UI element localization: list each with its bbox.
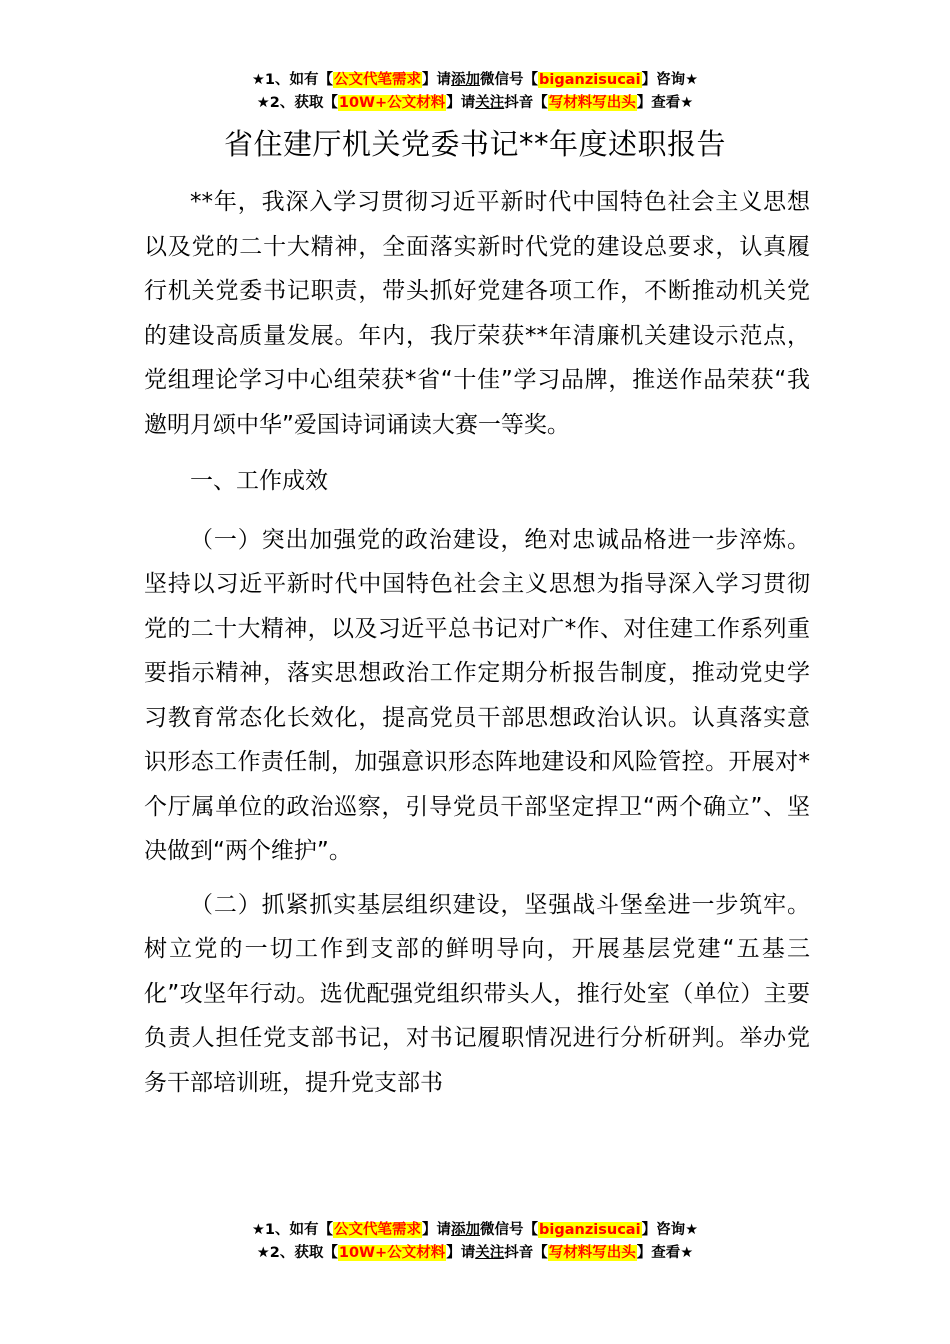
bottom-banner bbox=[0, 1219, 950, 1265]
banner-text: ★1、如有【 bbox=[251, 1222, 334, 1238]
banner-underlined-text: 关注 bbox=[475, 95, 505, 111]
banner-text: 】请 bbox=[422, 72, 452, 88]
paragraph-organization-building: （二）抓紧抓实基层组织建设，坚强战斗堡垒进一步筑牢。树立党的一切工作到支部的鲜明导向，开展基层党建“五基三化”攻坚年行动。选优配强党组织带头人，推行处室（单位）主要负责人担任党支部书记，对书记履职情况进行分析研判。举办党务干部培训班，提升党支部书 bbox=[144, 891, 810, 1096]
banner-underlined-text: 添加 bbox=[451, 72, 481, 88]
banner-line-1 bbox=[0, 69, 950, 92]
banner-highlight: 公文代笔需求 bbox=[334, 1222, 422, 1238]
banner-text: 】请 bbox=[422, 1222, 452, 1238]
banner-highlight: 10W+公文材料 bbox=[338, 95, 446, 111]
paragraph-intro: **年，我深入学习贯彻习近平新时代中国特色社会主义思想以及党的二十大精神，全面落实新时代党的建设总要求，认真履行机关党委书记职责，带头抓好党建各项工作，不断推动机关党的建设高质量发展。年内，我厅荣获**年清廉机关建设示范点，党组理论学习中心组荣获*省“十佳”学习品牌，推送作品荣获“我邀明月颂中华”爱国诗词诵读大赛一等奖。 bbox=[144, 189, 810, 438]
paragraph-political-building: （一）突出加强党的政治建设，绝对忠诚品格进一步淬炼。坚持以习近平新时代中国特色社会主义思想为指导深入学习贯彻党的二十大精神，以及习近平总书记对广*作、对住建工作系列重要指示精神，落实思想政治工作定期分析报告制度，推动党史学习教育常态化长效化，提高党员干部思想政治认识。认真落实意识形态工作责任制，加强意识形态阵地建设和风险管控。开展对*个厅属单位的政治巡察，引导党员干部坚定捍卫“两个确立”、坚决做到“两个维护”。 bbox=[144, 526, 810, 864]
banner-text: 微信号【 bbox=[480, 72, 539, 88]
banner-highlight: 写材料写出头 bbox=[548, 95, 636, 111]
banner-underlined-text: 添加 bbox=[451, 1222, 481, 1238]
banner-line-1 bbox=[0, 1219, 950, 1242]
banner-highlight: biganzisucai bbox=[539, 1222, 641, 1238]
banner-highlight: 10W+公文材料 bbox=[338, 1245, 446, 1261]
banner-highlight: 写材料写出头 bbox=[548, 1245, 636, 1261]
banner-text: 抖音【 bbox=[504, 1245, 548, 1261]
banner-highlight: 公文代笔需求 bbox=[334, 72, 422, 88]
banner-text: ★2、获取【 bbox=[256, 95, 338, 111]
banner-text: 】咨询★ bbox=[641, 1222, 699, 1238]
section-heading: 一、工作成效 bbox=[190, 468, 328, 494]
document-body bbox=[144, 180, 810, 1114]
banner-highlight: biganzisucai bbox=[539, 72, 641, 88]
banner-line-2 bbox=[0, 92, 950, 115]
banner-underlined-text: 关注 bbox=[475, 1245, 505, 1261]
banner-text: 抖音【 bbox=[504, 95, 548, 111]
banner-text: 】查看★ bbox=[636, 1245, 694, 1261]
banner-text: ★1、如有【 bbox=[251, 72, 334, 88]
banner-text: 微信号【 bbox=[480, 1222, 539, 1238]
banner-line-2 bbox=[0, 1242, 950, 1265]
banner-text: 】请 bbox=[446, 1245, 476, 1261]
top-banner bbox=[0, 69, 950, 115]
banner-text: 】查看★ bbox=[636, 95, 694, 111]
banner-text: 】请 bbox=[446, 95, 476, 111]
document-title: 省住建厅机关党委书记**年度述职报告 bbox=[223, 127, 726, 161]
banner-text: 】咨询★ bbox=[641, 72, 699, 88]
banner-text: ★2、获取【 bbox=[256, 1245, 338, 1261]
